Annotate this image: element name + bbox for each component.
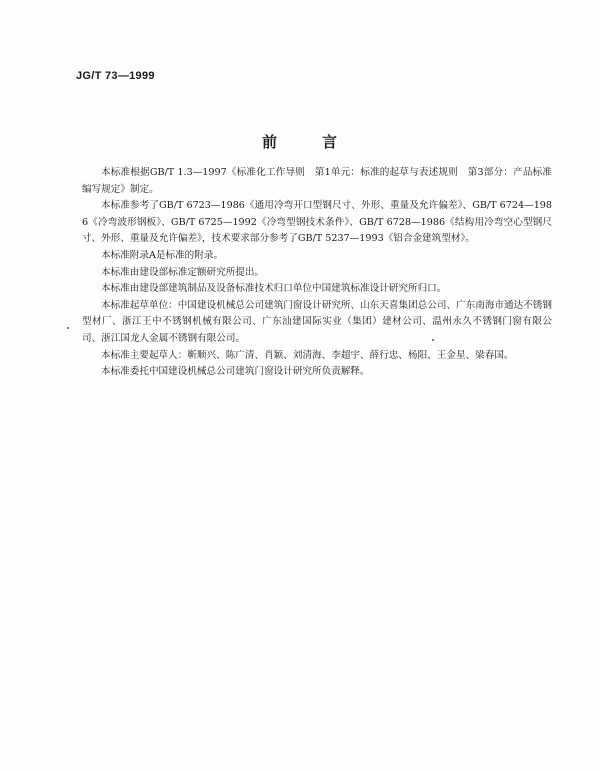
- foreword-body: [82, 165, 552, 381]
- title-char-2: 言: [322, 133, 339, 151]
- paragraph-basis: 本标准根据GB/T 1.3—1997《标准化工作导则 第1单元：标准的起草与表述规则 第3部分：产品标准编写规定》制定。: [82, 167, 552, 195]
- paragraph-interpretation: 本标准委托中国建设机械总公司建筑门窗设计研究所负责解释。: [101, 366, 370, 378]
- paragraph-appendix: 本标准附录A是标准的附录。: [101, 249, 224, 261]
- scan-speck: [432, 339, 434, 341]
- page-title: [0, 131, 600, 152]
- title-char-1: 前: [261, 133, 278, 151]
- paragraph-references: 本标准参考了GB/T 6723—1986《通用冷弯开口型钢尺寸、外形、重量及允许偏差》、GB/T 6724—1986《冷弯波形钢板》、GB/T 6725—1992《冷弯型钢技术条件》、GB/T 6728—1986《结构用冷弯空心型钢尺寸、外形、重量及允许偏差》，技术要求部分参考了GB/T 5237—1993《铝合金建筑型材》。: [82, 200, 552, 245]
- scan-speck: [67, 327, 69, 329]
- paragraph-proposer: 本标准由建设部标准定额研究所提出。: [101, 266, 265, 278]
- paragraph-administrator: 本标准由建设部建筑制品及设备标准技术归口单位中国建筑标准设计研究所归口。: [101, 283, 447, 295]
- standard-code: JG/T 73—1999: [76, 70, 155, 82]
- paragraph-drafters: 本标准主要起草人：靳顺兴、陈广清、肖颖、刘清海、李超宇、薛行忠、杨阳、王金星、梁春国。: [101, 349, 514, 361]
- paragraph-drafting-units: 本标准起草单位：中国建设机械总公司建筑门窗设计研究所、山东天喜集团总公司、广东南海市通达不锈钢型材厂、浙江王中不锈钢机械有限公司、广东汕建国际实业（集团）建材公司、温州永久不锈钢门窗有限公司、浙江国龙人金属不锈钢有限公司。: [82, 299, 552, 344]
